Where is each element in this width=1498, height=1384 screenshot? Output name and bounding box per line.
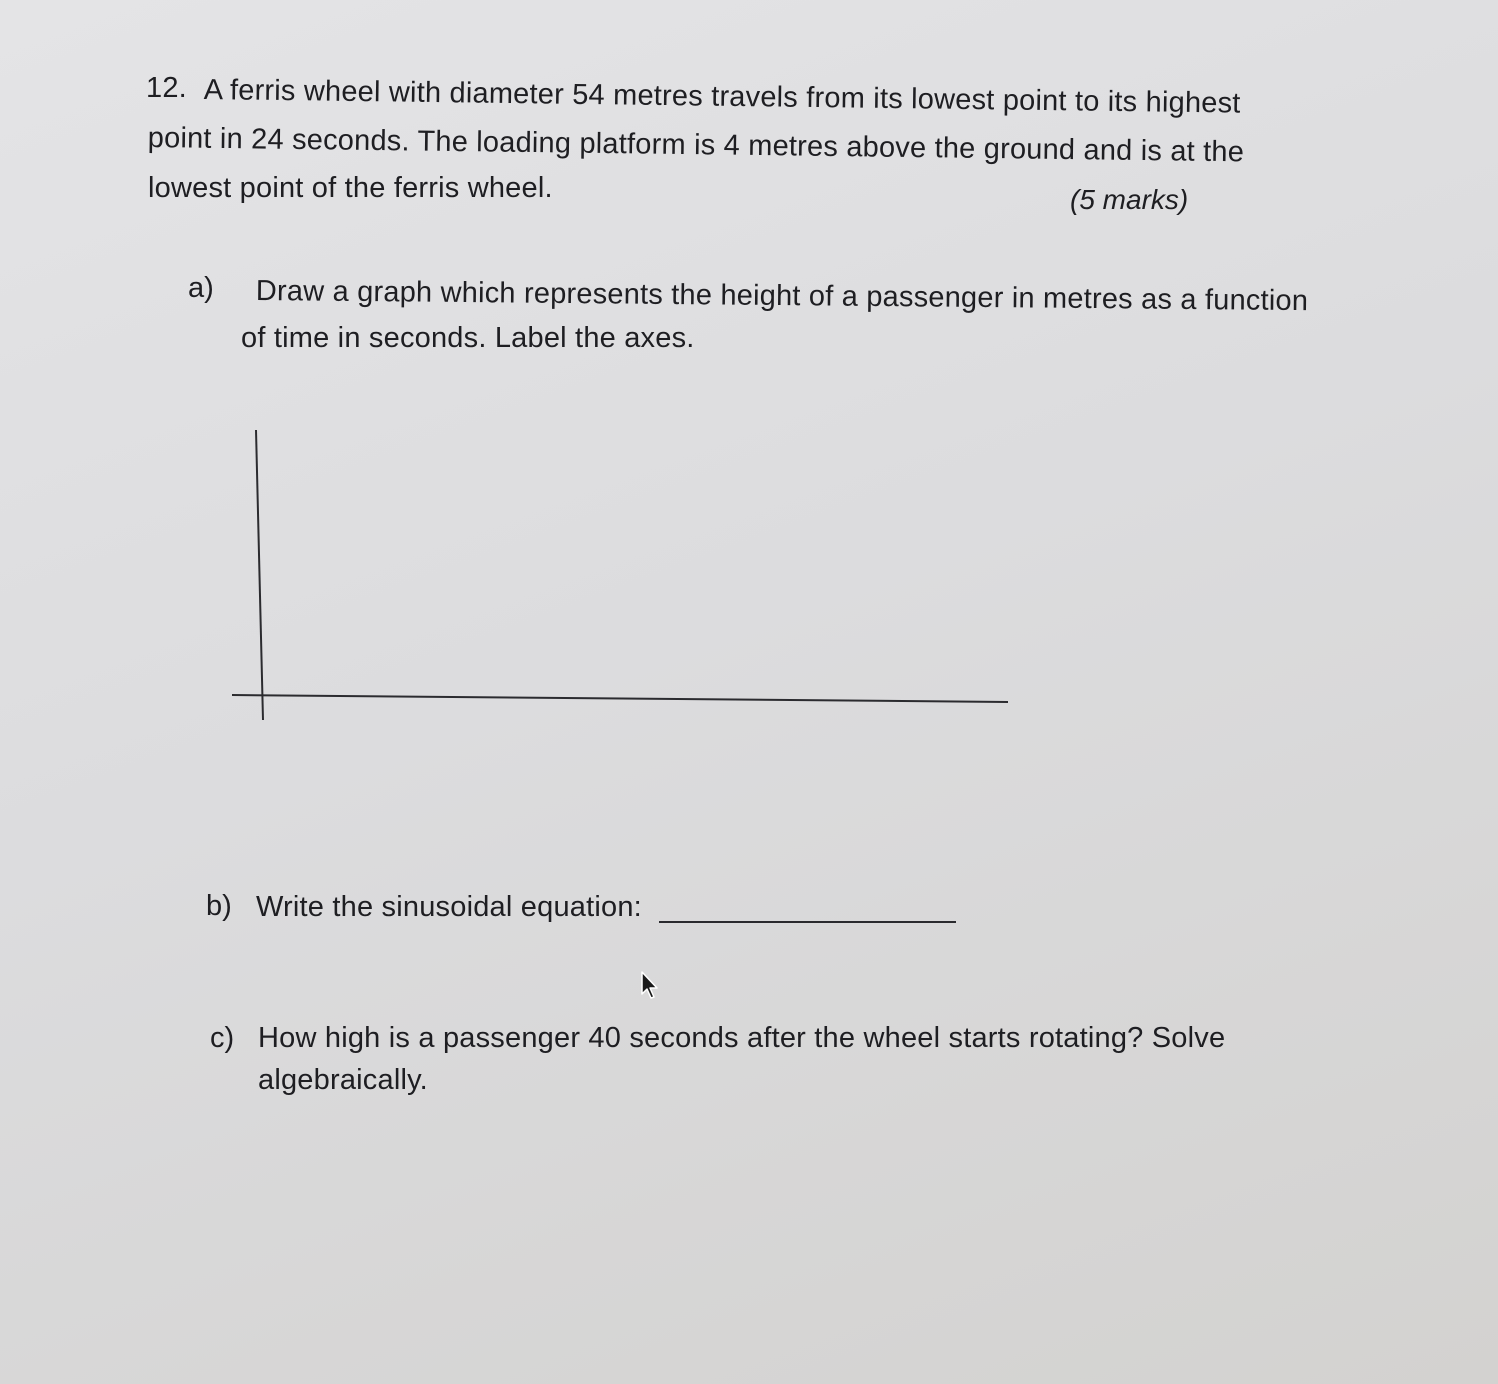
question-text-line-1: A ferris wheel with diameter 54 metres travels from its lowest point to its highest — [203, 74, 1241, 120]
part-c-text-line-1: How high is a passenger 40 seconds after the wheel starts rotating? Solve — [258, 1022, 1226, 1054]
part-a-letter: a) — [188, 272, 214, 304]
x-axis-line — [232, 695, 1008, 702]
question-text-line-3: lowest point of the ferris wheel. — [148, 172, 553, 204]
y-axis-line — [256, 430, 263, 720]
part-a-text-line-2: of time in seconds. Label the axes. — [241, 322, 695, 354]
part-c-letter: c) — [210, 1022, 235, 1054]
question-text-line-2: point in 24 seconds. The loading platform is 4 metres above the ground and is at the — [147, 122, 1245, 169]
equation-answer-line — [659, 921, 956, 923]
part-b-text: Write the sinusoidal equation: — [256, 891, 642, 923]
mouse-pointer-icon — [640, 970, 662, 1002]
part-c-text-line-2: algebraically. — [258, 1064, 428, 1096]
marks-label: (5 marks) — [1070, 184, 1189, 215]
part-b-letter: b) — [206, 890, 232, 922]
question-number: 12. — [146, 72, 187, 104]
part-a-text-line-1: Draw a graph which represents the height of a passenger in metres as a function — [255, 275, 1309, 318]
